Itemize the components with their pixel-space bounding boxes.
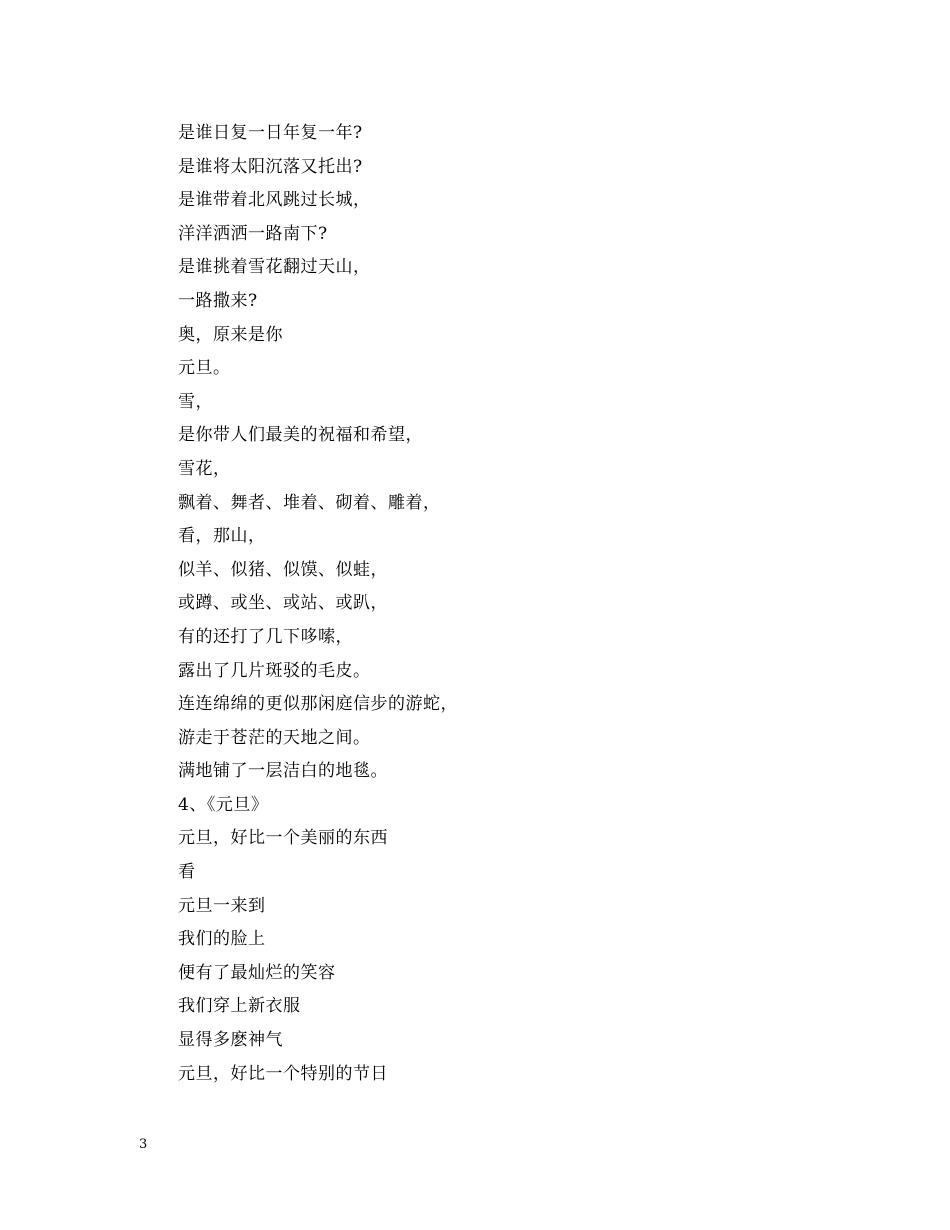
text-line: 一路撒来? (178, 290, 258, 311)
section-heading: 4、《元旦》 (178, 794, 269, 815)
text-line: 看，那山， (178, 526, 266, 547)
text-line: 元旦，好比一个美丽的东西 (178, 828, 388, 849)
text-line: 我们穿上新衣服 (178, 996, 301, 1017)
text-line: 我们的脸上 (178, 929, 266, 950)
text-line: 是谁挑着雪花翻过天山， (178, 257, 371, 278)
text-line: 游走于苍茫的天地之间。 (178, 727, 371, 748)
text-line: 雪花， (178, 458, 231, 479)
text-line: 或蹲、或坐、或站、或趴， (178, 593, 388, 614)
text-line: 是谁日复一日年复一年? (178, 123, 363, 143)
text-line: 是谁将太阳沉落又托出? (178, 156, 363, 177)
text-line: 奥，原来是你 (178, 324, 283, 345)
text-line: 元旦，好比一个特别的节日 (178, 1063, 388, 1084)
text-line: 飘着、舞者、堆着、砌着、雕着， (178, 492, 441, 513)
text-line: 雪， (178, 391, 213, 412)
text-line: 有的还打了几下哆嗦， (178, 626, 353, 647)
text-line: 元旦。 (178, 358, 231, 379)
text-line: 是你带人们最美的祝福和希望， (178, 425, 423, 446)
text-line: 洋洋洒洒一路南下? (178, 223, 328, 244)
text-line: 满地铺了一层洁白的地毯。 (178, 761, 388, 782)
text-line: 便有了最灿烂的笑容 (178, 962, 336, 983)
text-line: 显得多麽神气 (178, 1030, 283, 1051)
poem-text (178, 117, 878, 1091)
text-line: 是谁带着北风跳过长城， (178, 190, 371, 211)
text-line: 元旦一来到 (178, 895, 266, 916)
text-line: 露出了几片斑驳的毛皮。 (178, 660, 371, 681)
text-line: 连连绵绵的更似那闲庭信步的游蛇， (178, 694, 458, 715)
text-line: 似羊、似猪、似馍、似蛙， (178, 559, 388, 580)
text-line: 看 (178, 862, 196, 883)
page-number: 3 (139, 1137, 148, 1152)
